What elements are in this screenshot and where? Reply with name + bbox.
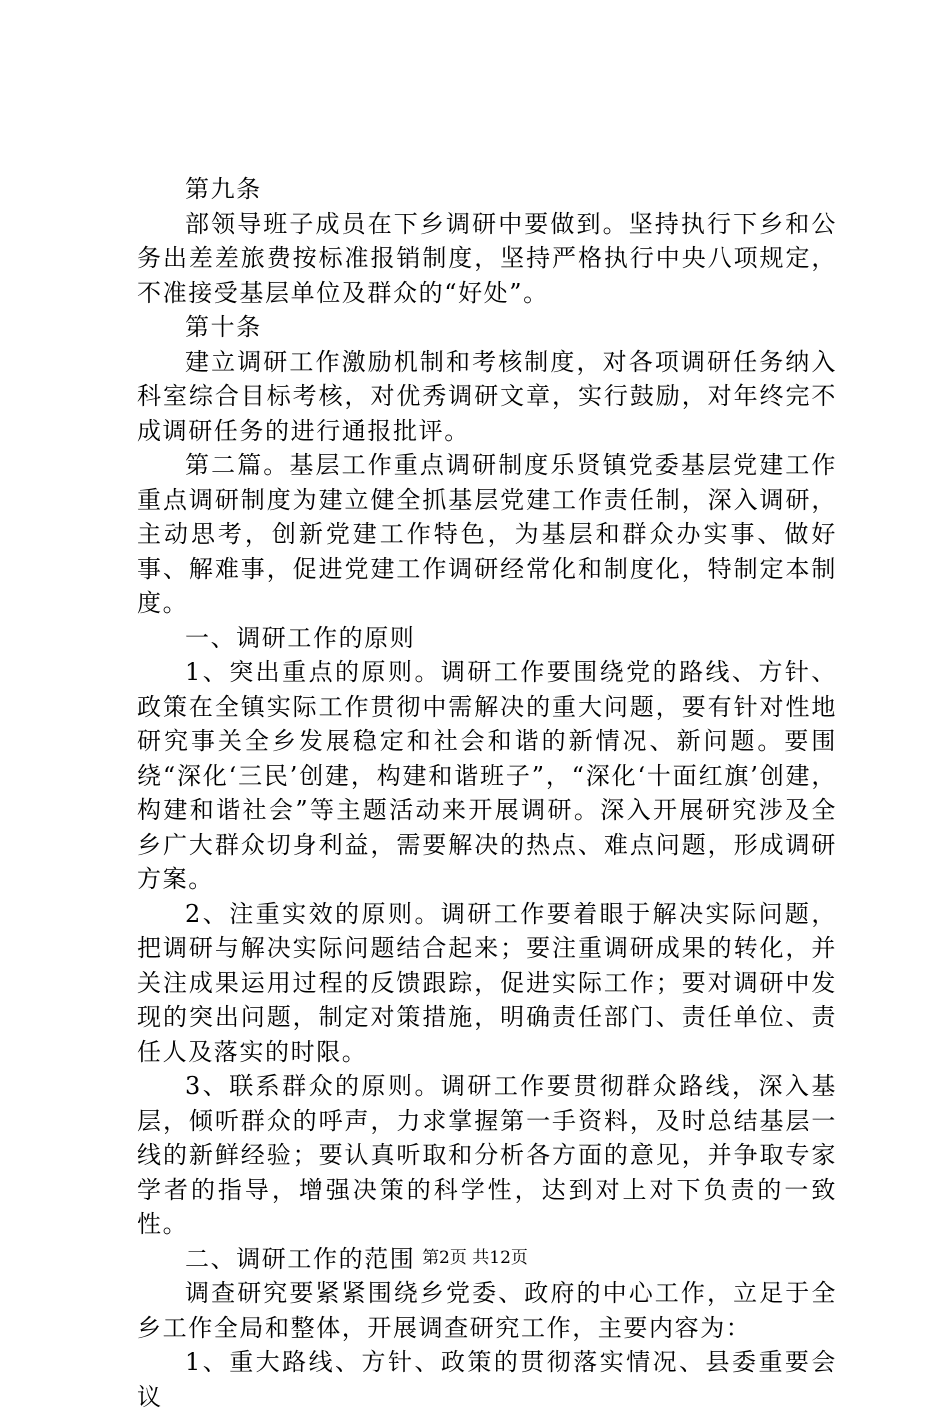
- paragraph: 建立调研工作激励机制和考核制度，对各项调研任务纳入科室综合目标考核，对优秀调研文章，实行鼓励，对年终完不成调研任务的进行通报批评。: [137, 347, 837, 445]
- paragraph: 调查研究要紧紧围绕乡党委、政府的中心工作，立足于全乡工作全局和整体，开展调查研究工作，主要内容为：: [137, 1279, 837, 1342]
- paragraph: 1、重大路线、方针、政策的贯彻落实情况、县委重要会议: [137, 1348, 837, 1411]
- section-heading: 二、调研工作的范围: [185, 1244, 416, 1273]
- section-heading: 一、调研工作的原则: [185, 623, 416, 652]
- paragraph: 1、突出重点的原则。调研工作要围绕党的路线、方针、政策在全镇实际工作贯彻中需解决的重大问题，要有针对性地研究事关全乡发展稳定和社会和谐的新情况、新问题。要围绕“深化‘三民’创建，构建和谐班子”，“深化‘十面红旗’创建，构建和谐社会”等主题活动来开展调研。深入开展研究涉及全乡广大群众切身利益，需要解决的热点、难点问题，形成调研方案。: [137, 658, 837, 893]
- paragraph: 第二篇。基层工作重点调研制度乐贤镇党委基层党建工作重点调研制度为建立健全抓基层党建工作责任制，深入调研，主动思考，创新党建工作特色，为基层和群众办实事、做好事、解难事，促进党建工作调研经常化和制度化，特制定本制度。: [137, 451, 837, 617]
- paragraph: 第九条: [185, 175, 262, 203]
- paragraph: 3、联系群众的原则。调研工作要贯彻群众路线，深入基层，倾听群众的呼声，力求掌握第一手资料，及时总结基层一线的新鲜经验；要认真听取和分析各方面的意见，并争取专家学者的指导，增强决策的科学性，达到对上对下负责的一致性。: [137, 1072, 837, 1238]
- page-number-footer: 第2页 共12页: [422, 1248, 528, 1268]
- paragraph: 2、注重实效的原则。调研工作要着眼于解决实际问题，把调研与解决实际问题结合起来；要注重调研成果的转化，并关注成果运用过程的反馈跟踪，促进实际工作；要对调研中发现的突出问题，制定对策措施，明确责任部门、责任单位、责任人及落实的时限。: [137, 899, 837, 1066]
- paragraph: 部领导班子成员在下乡调研中要做到。坚持执行下乡和公务出差差旅费按标准报销制度，坚持严格执行中央八项规定，不准接受基层单位及群众的“好处”。: [137, 209, 837, 307]
- document-body: [137, 172, 837, 1414]
- paragraph: 第十条: [185, 313, 262, 341]
